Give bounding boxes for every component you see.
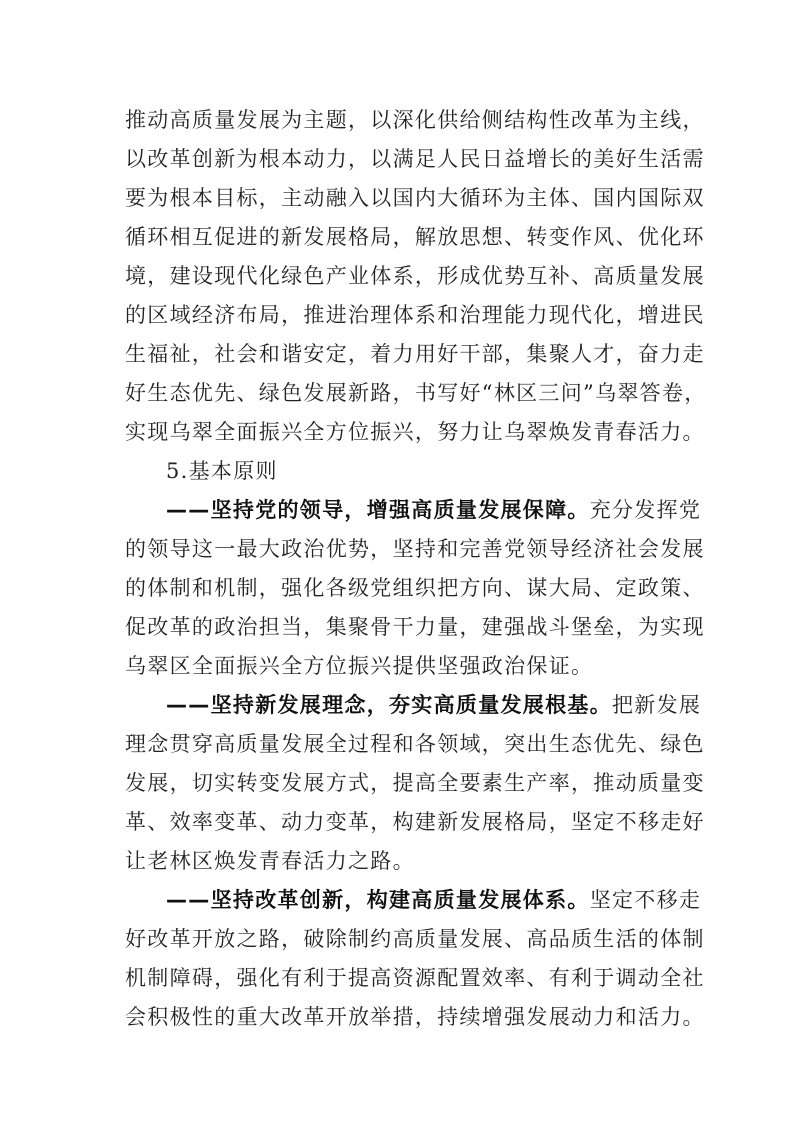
principle-2-heading: ——坚持新发展理念，夯实高质量发展根基。 — [166, 693, 612, 717]
principle-1-line-4: 乌翠区全面振兴全方位振兴提供坚强政治保证。 — [125, 654, 594, 678]
principle-3-first-line — [166, 881, 701, 919]
principle-3-line-2: 机制障碍，强化有利于提高资源配置效率、有利于调动全社 — [125, 966, 705, 990]
principle-1-lead: 充分发挥党 — [589, 498, 702, 522]
intro-line-5: 境，建设现代化绿色产业体系，形成优势互补、高质量发展 — [125, 264, 705, 288]
intro-line-4: 循环相互促进的新发展格局，解放思想、转变作风、优化环 — [125, 225, 705, 249]
principle-1-line-2: 的体制和机制，强化各级党组织把方向、谋大局、定政策、 — [125, 576, 705, 600]
principle-2-first-line — [166, 686, 701, 724]
principle-2-line-1: 理念贯穿高质量发展全过程和各领域，突出生态优先、绿色 — [125, 732, 705, 756]
section-heading: 5.基本原则 — [166, 459, 278, 483]
principle-3-line-3: 会积极性的重大改革开放举措，持续增强发展动力和活力。 — [125, 1005, 705, 1029]
principle-2-lead: 把新发展 — [612, 693, 702, 717]
intro-line-8: 好生态优先、绿色发展新路，书写好“林区三问”乌翠答卷， — [125, 381, 707, 405]
intro-line-2: 以改革创新为根本动力，以满足人民日益增长的美好生活需 — [125, 147, 705, 171]
principle-3-lead: 坚定不移走 — [589, 888, 702, 912]
principle-2-line-4: 让老林区焕发青春活力之路。 — [125, 849, 415, 873]
principle-2-line-3: 革、效率变革、动力变革，构建新发展格局，坚定不移走好 — [125, 810, 705, 834]
intro-line-1: 推动高质量发展为主题，以深化供给侧结构性改革为主线， — [125, 108, 705, 132]
principle-3-line-1: 好改革开放之路，破除制约高质量发展、高品质生活的体制 — [125, 927, 705, 951]
intro-line-3: 要为根本目标，主动融入以国内大循环为主体、国内国际双 — [125, 186, 705, 210]
intro-line-6: 的区域经济布局，推进治理体系和治理能力现代化，增进民 — [125, 303, 705, 327]
intro-line-9: 实现乌翠全面振兴全方位振兴，努力让乌翠焕发青春活力。 — [125, 420, 705, 444]
principle-1-line-3: 促改革的政治担当，集聚骨干力量，建强战斗堡垒，为实现 — [125, 615, 705, 639]
principle-2-line-2: 发展，切实转变发展方式，提高全要素生产率，推动质量变 — [125, 771, 705, 795]
principle-1-line-1: 的领导这一最大政治优势，坚持和完善党领导经济社会发展 — [125, 537, 705, 561]
intro-line-7: 生福祉，社会和谐安定，着力用好干部，集聚人才，奋力走 — [125, 342, 705, 366]
principle-1-heading: ——坚持党的领导，增强高质量发展保障。 — [166, 498, 590, 522]
principle-1-first-line — [166, 491, 701, 529]
principle-3-heading: ——坚持改革创新，构建高质量发展体系。 — [166, 888, 590, 912]
